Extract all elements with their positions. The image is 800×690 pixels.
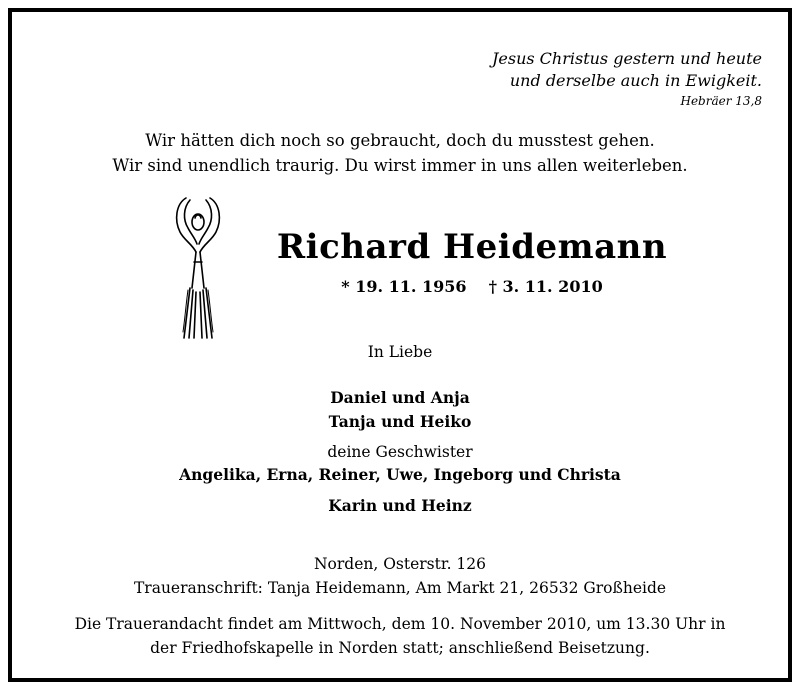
bible-verse [492,48,762,110]
address-block [12,552,788,600]
verse-reference: Hebräer 13,8 [680,94,762,108]
deceased-name: Richard Heidemann [276,227,668,267]
mourner-children-2: Tanja und Heiko [328,412,472,431]
children-group [12,386,788,434]
siblings-names: Angelika, Erna, Reiner, Uwe, Ingeborg und Christa [179,465,621,484]
praying-figure-icon [166,192,230,340]
in-love-line: In Liebe [367,343,433,361]
verse-line-2: und derselbe auch in Ewigkeit. [509,71,762,90]
service-line-2: der Friedhofskapelle in Norden statt; anschließend Beisetzung. [150,639,650,657]
verse-line-1: Jesus Christus gestern und heute [491,49,762,68]
intro-text [12,128,788,178]
mourning-address: Traueranschrift: Tanja Heidemann, Am Markt 21, 26532 Großheide [133,579,667,597]
intro-line-2: Wir sind unendlich traurig. Du wirst immer in uns allen weiterleben. [112,156,688,175]
death-date: † 3. 11. 2010 [488,277,603,296]
residence-address: Norden, Osterstr. 126 [313,555,487,573]
mourner-children-1: Daniel und Anja [330,388,470,407]
birth-date: * 19. 11. 1956 [341,277,467,296]
siblings-label: deine Geschwister [327,443,473,461]
intro-line-1: Wir hätten dich noch so gebraucht, doch du musstest gehen. [145,131,655,150]
other-mourners: Karin und Heinz [328,496,472,515]
life-dates [252,276,692,298]
obituary-frame [8,8,792,682]
service-info [12,612,788,660]
service-line-1: Die Trauerandacht findet am Mittwoch, dem 10. November 2010, um 13.30 Uhr in [74,615,726,633]
